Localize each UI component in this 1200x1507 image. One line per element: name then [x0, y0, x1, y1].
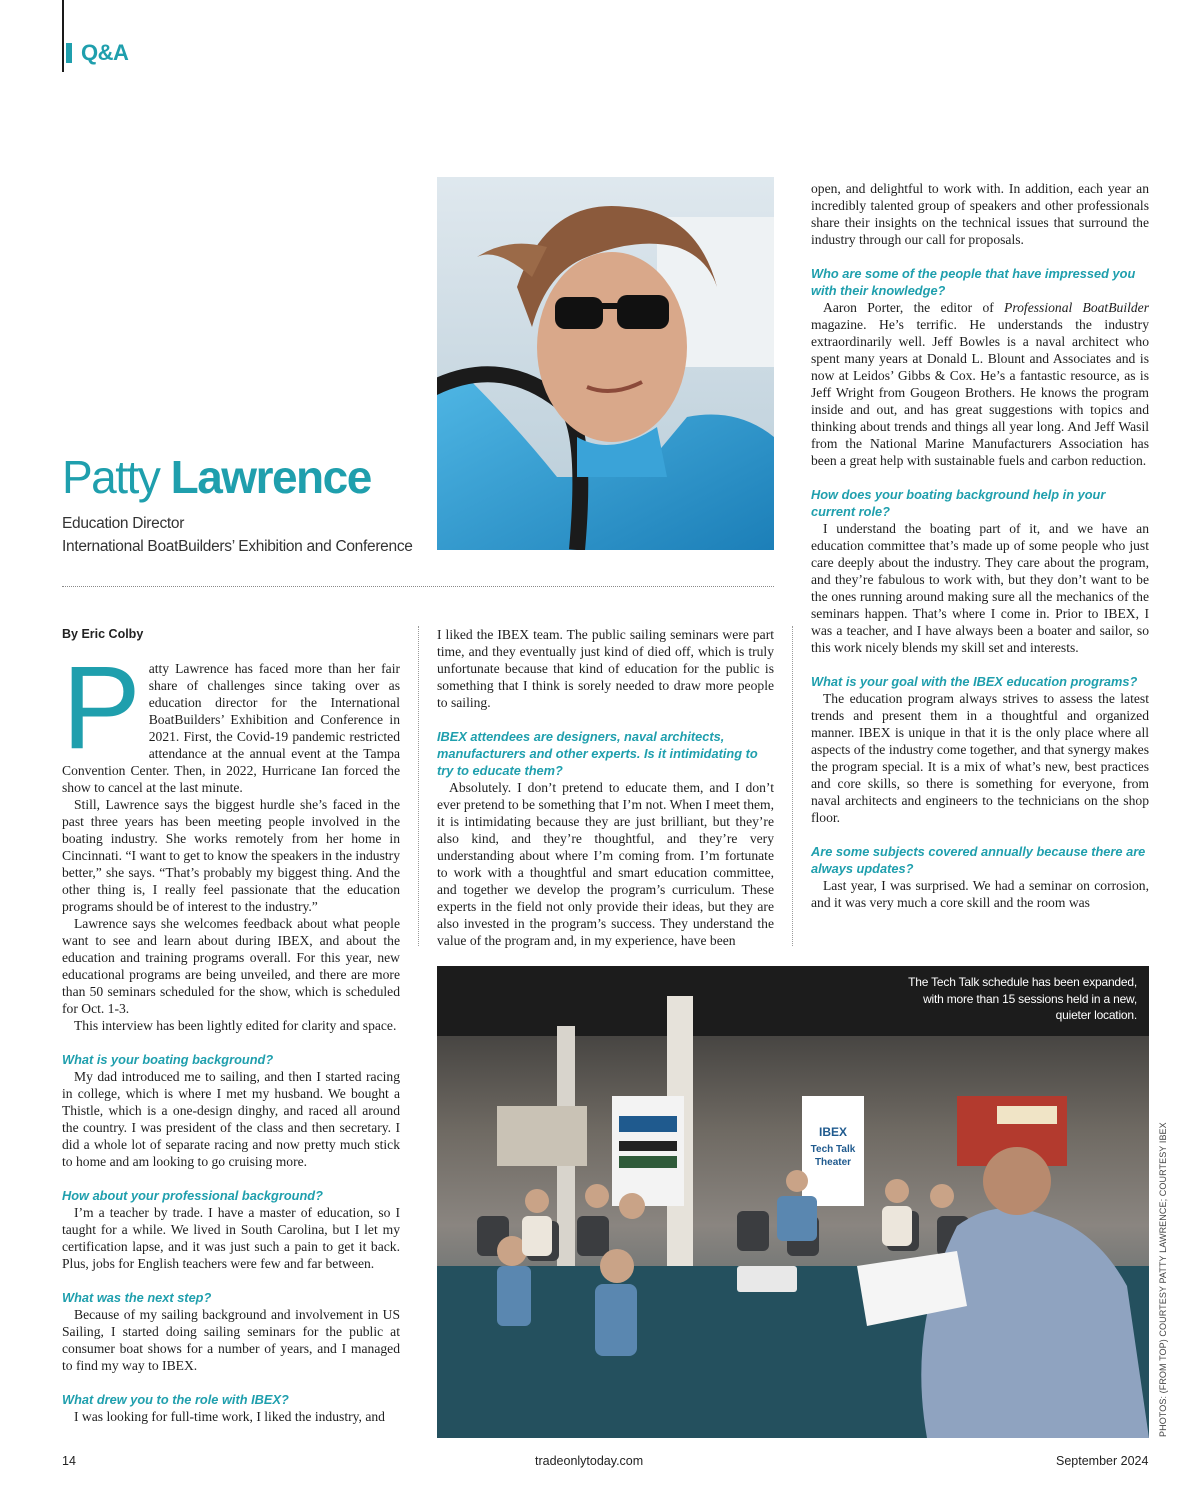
section-marker [66, 43, 72, 63]
section-tag [66, 40, 128, 66]
last-name: Lawrence [170, 451, 371, 503]
body-paragraph: Still, Lawrence says the biggest hurdle she’s faced in the past three years has been meeting people involved in the boating industry. She works remotely from her home in Cincinnati. “I want to get to know the speakers in the industry better,” she says. “That’s probably my biggest thing. And the other thing is, I really feel passionate that the education programs should be of interest to the industry.” [62, 797, 400, 914]
photo-credit: PHOTOS: (FROM TOP) COURTESY PATTY LAWRENCE; COURTESY IBEX [1158, 1122, 1168, 1437]
column-rule [792, 626, 793, 946]
section-label: Q&A [81, 40, 129, 65]
first-name: Patty [62, 451, 160, 503]
header-rule [62, 0, 64, 72]
article-column-3 [811, 180, 1149, 911]
publication-name: Professional BoatBuilder [1004, 300, 1149, 315]
question: What is your boating background? [62, 1052, 274, 1067]
sign-theater: Theater [814, 1157, 852, 1168]
portrait-photo [437, 177, 774, 550]
sign-ibex: IBEX [818, 1125, 848, 1139]
answer: Last year, I was surprised. We had a seminar on corrosion, and it was very much a core skill and the room was [811, 878, 1149, 910]
article-column-1 [62, 626, 400, 1425]
intro-paragraph: atty Lawrence has faced more than her fair share of challenges since taking over as education director for the International BoatBuilders’ Exhibition and Conference in 2021. First, the Covid-19 pandemic restricted attendance at the annual event at the Tampa Convention Center. Then, in 2022, Hurricane Ian forced the show to cancel at the last minute. [62, 661, 400, 795]
answer: I understand the boating part of it, and we have an education committee that’s made up of some people who just care deeply about the industry. They care about the program, and they’re fabulous to work with, but they don’t want to be the ones running around making sure all the mechanics of the seminars happen. That’s where I come in. Prior to IBEX, I was a teacher, and I have always been a boater and sailor, so this work nicely blends my skill set and interests. [811, 521, 1149, 655]
question: What drew you to the role with IBEX? [62, 1392, 289, 1407]
profile-organization: International BoatBuilders’ Exhibition and Conference [62, 538, 413, 555]
byline: By Eric Colby [62, 627, 144, 641]
answer: Absolutely. I don’t pretend to educate them, and I don’t ever pretend to be something that I’m not. When I meet them, it is intimidating because they are just brilliant, but they’re also kind, and they’re thoughtful, and they’re very understanding about where I’m coming from. I’m fortunate to work with a thoughtful and smart education committee, and together we develop the program’s curriculum. These experts in the field not only provide their ideas, but they are also invested in the program’s success. They understand the value of the program and, in my experience, have been [437, 780, 774, 948]
footer-site: tradeonlytoday.com [535, 1454, 644, 1468]
answer-continued: open, and delightful to work with. In addition, each year an incredibly talented group of speakers and other professionals share their insights on the technical issues that surround the industry through our call for proposals. [811, 181, 1149, 247]
question: Who are some of the people that have impressed you with their knowledge? [811, 266, 1136, 298]
answer: I was looking for full-time work, I liked the industry, and [74, 1409, 385, 1424]
photo-caption: The Tech Talk schedule has been expanded, with more than 15 sessions held in a new, quieter location. [908, 975, 1137, 1022]
question: What was the next step? [62, 1290, 212, 1305]
question: How about your professional background? [62, 1188, 323, 1203]
body-paragraph: Lawrence says she welcomes feedback about what people want to see and learn about during IBEX, and about the education and training programs overall. For this year, new educational programs are being unveiled, and there are more than 50 seminars scheduled for the show, which is scheduled for Oct. 1-3. [62, 916, 400, 1016]
article-column-2 [437, 626, 774, 949]
answer [811, 299, 1149, 469]
question: How does your boating background help in your current role? [811, 487, 1106, 519]
answer: My dad introduced me to sailing, and then I started racing in college, which is where I met my husband. We bought a Thistle, which is a one-design dinghy, and raced all around the country. I was president of the class and then secretary. I did a whole lot of separate racing and now pretty much stick to home and am looking to go cruising more. [62, 1069, 400, 1169]
drop-cap: P [62, 642, 141, 774]
footer-date: September 2024 [1056, 1454, 1149, 1468]
answer: The education program always strives to assess the latest trends and present them in a thoughtful and organized manner. IBEX is unique in that it is the only place where all aspects of the industry come together, and that synergy makes the program special. It is a mix of what’s new, best practices and core skills, so there is something for everyone, from naval architects and engineers to the technicians on the shop floor. [811, 691, 1149, 825]
editor-note: This interview has been lightly edited for clarity and space. [74, 1018, 397, 1033]
column-rule [418, 626, 419, 946]
event-photo [437, 966, 1149, 1438]
question: What is your goal with the IBEX education programs? [811, 674, 1138, 689]
answer-text: Aaron Porter, the editor of [823, 300, 1005, 315]
answer-text: magazine. He’s terrific. He understands the industry extraordinarily well. Jeff Bowles is a naval architect who spent many years at Donald L. Blount and Associates and is now at Leidos’ Gibbs & Cox. He’s a fantastic resource, as is Jeff Wright from Gougeon Brothers. He knows the program inside and out, and has great suggestions with topics and thinking about trends and things all year long. And Jeff Wasil from the National Marine Manufacturers Association has been a great help with sustainable fuels and carbon reduction. [811, 317, 1149, 468]
answer-continued: I liked the IBEX team. The public sailing seminars were part time, and they eventually just kind of died off, which is truly unfortunate because that kind of education for the public is something that I think is sorely needed to draw more people to sailing. [437, 627, 774, 710]
section-divider [62, 586, 774, 587]
question: Are some subjects covered annually because there are always updates? [811, 844, 1146, 876]
answer: Because of my sailing background and involvement in US Sailing, I started doing sailing seminars for the public at consumer boat shows for a number of years, and I managed to find my way to IBEX. [62, 1307, 400, 1373]
answer: I’m a teacher by trade. I have a master of education, so I taught for a while. We lived in South Carolina, but I let my certification lapse, and it was just such a pain to get it back. Plus, jobs for English teachers were few and far between. [62, 1205, 400, 1271]
profile-name [62, 450, 371, 504]
profile-title: Education Director [62, 515, 185, 532]
profile-role [62, 512, 413, 558]
question: IBEX attendees are designers, naval architects, manufacturers and other experts. Is it intimidating to try to educate them? [437, 729, 758, 778]
sign-tech-talk: Tech Talk [810, 1144, 856, 1155]
page-number: 14 [62, 1454, 76, 1468]
